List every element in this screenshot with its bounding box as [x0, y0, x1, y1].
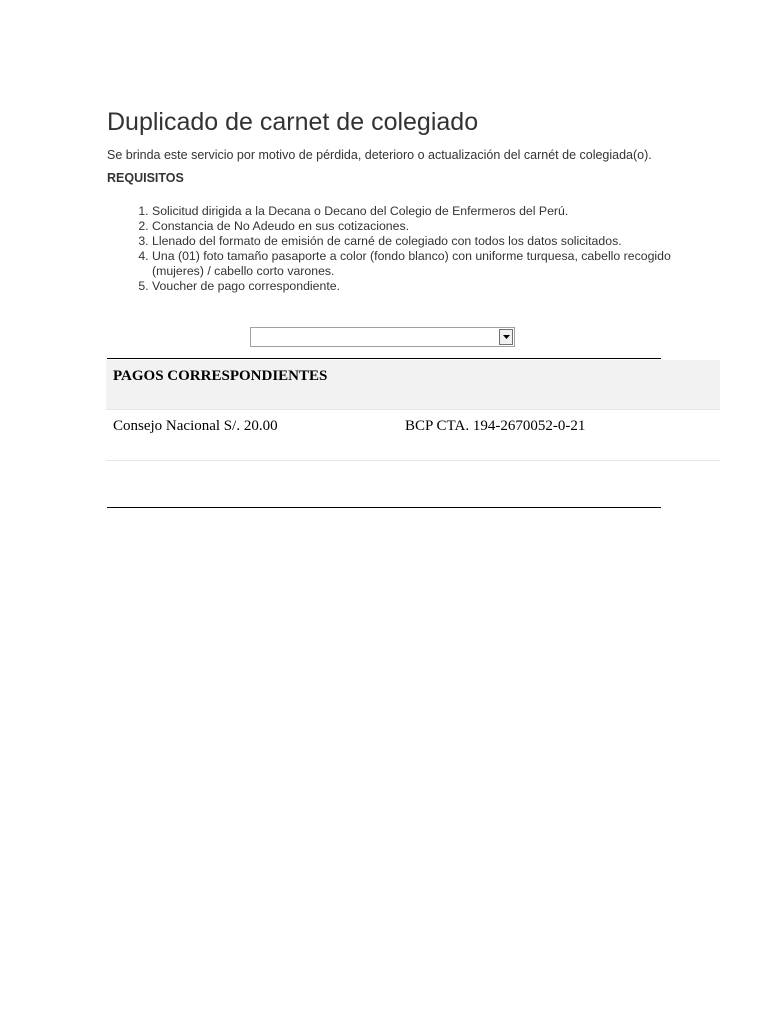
- payment-concept: Consejo Nacional S/. 20.00: [113, 418, 278, 434]
- requirement-item: 1. Solicitud dirigida a la Decana o Decano del Colegio de Enfermeros del Perú.: [152, 204, 692, 219]
- requirement-item: 3. Llenado del formato de emisión de carné de colegiado con todos los datos solicitados.: [152, 234, 692, 249]
- divider-bottom: [107, 507, 661, 508]
- intro-text: Se brinda este servicio por motivo de pérdida, deterioro o actualización del carnét de colegiada(o).: [107, 148, 652, 162]
- requirements-heading: REQUISITOS: [107, 171, 184, 185]
- divider-top: [107, 358, 661, 359]
- requirement-item: 2. Constancia de No Adeudo en sus cotizaciones.: [152, 219, 692, 234]
- payments-header: [106, 360, 720, 410]
- options-dropdown[interactable]: [250, 327, 515, 347]
- requirement-item: 5. Voucher de pago correspondiente.: [152, 279, 692, 294]
- table-row: [106, 410, 720, 461]
- requirement-item: 4. Una (01) foto tamaño pasaporte a color (fondo blanco) con uniforme turquesa, cabello recogido (mujeres) / cabello corto varones.: [152, 249, 692, 279]
- page-title: Duplicado de carnet de colegiado: [107, 108, 479, 136]
- payments-heading: PAGOS CORRESPONDIENTES: [113, 368, 328, 384]
- payment-account: BCP CTA. 194-2670052-0-21: [405, 418, 586, 434]
- chevron-down-icon[interactable]: [499, 329, 513, 345]
- requirements-list: [107, 204, 692, 294]
